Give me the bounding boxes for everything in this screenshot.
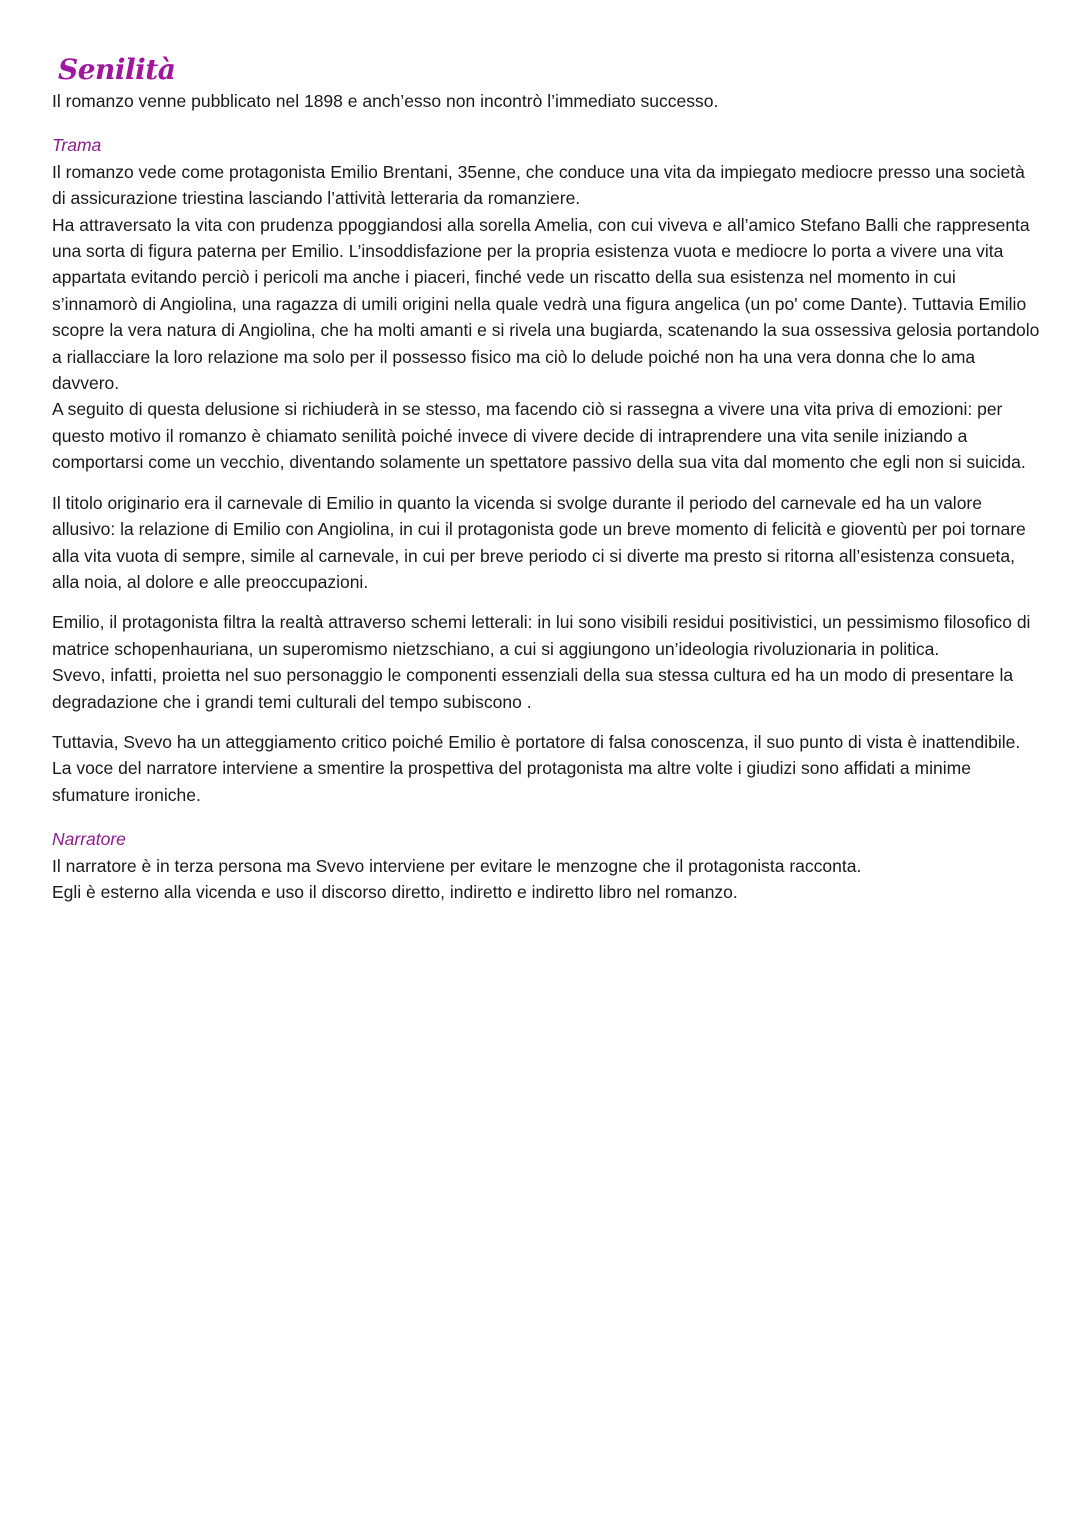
page-title: Senilità [58,53,176,86]
paragraph: Egli è esterno alla vicenda e uso il discorso diretto, indiretto e indiretto libro nel romanzo. [52,881,738,902]
trama-block [52,729,1042,808]
paragraph: Il titolo originario era il carnevale di Emilio in quanto la vicenda si svolge durante il periodo del carnevale ed ha un valore allusivo: la relazione di Emilio con Angiolina, in cui il protagonista gode un breve momento di felicità e gioventù per poi tornare alla vita vuota di sempre, simile al carnevale, in cui per breve periodo ci si diverte ma presto si ritorna all’esistenza consueta, alla noia, al dolore e alle preoccupazioni. [52,492,1026,592]
trama-block [52,609,1042,715]
paragraph: Il romanzo vede come protagonista Emilio Brentani, 35enne, che conduce una vita da impiegato mediocre presso una società di assicurazione triestina lasciando l’attività letteraria da romanziere. [52,161,1025,209]
paragraph: Tuttavia, Svevo ha un atteggiamento critico poiché Emilio è portatore di falsa conoscenza, il suo punto di vista è inattendibile. La voce del narratore interviene a smentire la prospettiva del protagonista ma altre volte i giudizi sono affidati a minime sfumature ironiche. [52,731,1021,805]
paragraph: Ha attraversato la vita con prudenza ppoggiandosi alla sorella Amelia, con cui viveva e all’amico Stefano Balli che rappresenta una sorta di figura paterna per Emilio. L’insoddisfazione per la propria esistenza vuota e mediocre lo porta a vivere una vita appartata evitando perciò i pericoli ma anche i piaceri, finché vede un riscatto della sua esistenza nel momento in cui s’innamorò di Angiolina, una ragazza di umili origini nella quale vedrà una figura angelica (un po' come Dante). Tuttavia Emilio scopre la vera natura di Angiolina, che ha molti amanti e si rivela una bugiarda, scatenando la sua ossessiva gelosia portandolo a riallacciare la loro relazione ma solo per il possesso fisico ma ciò lo delude poiché non ha una vera donna che lo ama davvero. [52,214,1040,394]
section-heading-narratore: Narratore [52,829,126,850]
paragraph: Svevo, infatti, proietta nel suo personaggio le componenti essenziali della sua stessa cultura ed ha un modo di presentare la degradazione che i grandi temi culturali del tempo subiscono . [52,665,1014,712]
paragraph: A seguito di questa delusione si richiuderà in se stesso, ma facendo ciò si rassegna a vivere una vita priva di emozioni: per questo motivo il romanzo è chiamato senilità poiché invece di vivere decide di intraprendere una vita senile iniziando a comportarsi come un vecchio, diventando solamente un spettatore passivo della sua vita dal momento che egli non si suicida. [52,399,1026,473]
section-heading-trama: Trama [52,135,102,156]
trama-block [52,490,1042,596]
paragraph: Emilio, il protagonista filtra la realtà attraverso schemi letterali: in lui sono visibili residui positivistici, un pessimismo filosofico di matrice schopenhauriana, un superomismo nietzschiano, a cui si aggiungono un’ideologia rivoluzionaria in politica. [52,612,1031,659]
document-page [52,52,1042,905]
paragraph: Il narratore è in terza persona ma Svevo interviene per evitare le menzogne che il protagonista racconta. [52,855,862,876]
trama-block [52,159,1042,476]
intro-paragraph: Il romanzo venne pubblicato nel 1898 e anch’esso non incontrò l’immediato successo. [52,91,719,111]
